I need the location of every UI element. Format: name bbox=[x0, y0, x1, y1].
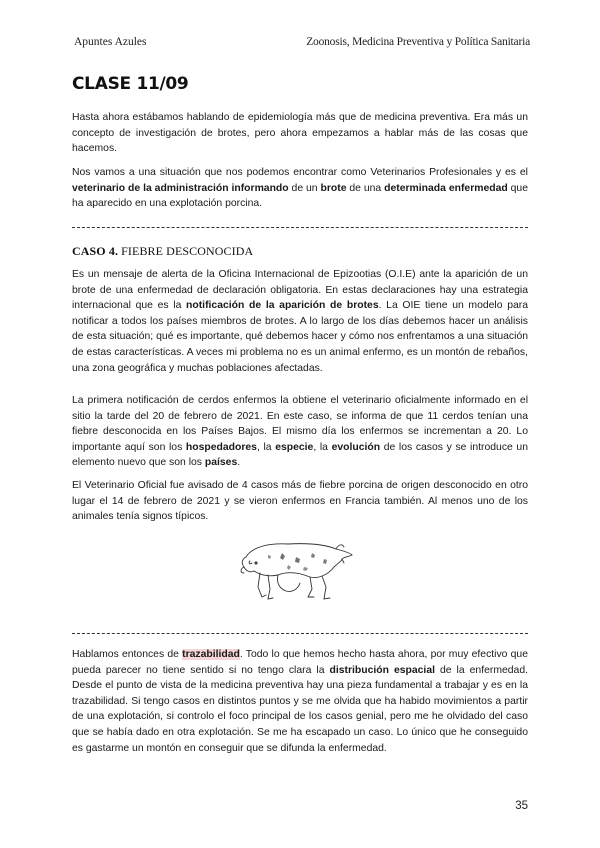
highlighted-term: trazabilidad bbox=[182, 649, 240, 660]
case-paragraph-2: La primera notificación de cerdos enfermos la obtiene el veterinario oficialmente informado en el sitio la tarde del 20 de febrero de 2021. En este caso, se informa de que 11 cerdos tenían una fiebre desconocida en los Países Bajos. El mismo día los enfermos se incrementan a 20. Lo importante aquí son los hospedadores, la especie, la evolución de los casos y se introduce un elemento nuevo que son los países. bbox=[72, 395, 528, 469]
case-paragraph-3: El Veterinario Oficial fue avisado de 4 casos más de fiebre porcina de origen desconocido en otro lugar el 14 de febrero de 2021 y se vieron enfermos en Francia también. Al menos uno de los animales tenía signos típicos. bbox=[72, 480, 528, 523]
traceability-paragraph: Hablamos entonces de trazabilidad. Todo lo que hemos hecho hasta ahora, por muy efectivo que pueda parecer no tiene sentido si no tengo clara la distribución espacial de la enfermedad. Desde el punto de vista de la medicina preventiva hay una pieza fundamental a trabajar y es en la trazabilidad. Si tengo casos en distintos puntos y se me olvida que ha habido movimientos a partir de una explotación, si controlo el foco principal de los casos genial, pero me he olvidado del caso que se había dado en otra explotación. Se me ha escapado un caso. Lo único que he conseguido es gastarme un montón en conseguir que se difunda la enfermedad. bbox=[72, 649, 528, 754]
header-left: Apuntes Azules bbox=[74, 36, 147, 48]
intro-paragraph-2: Nos vamos a una situación que nos podemos encontrar como Veterinarios Profesionales y es el veterinario de la administración informando de un brote de una determinada enfermedad que ha aparecido en una explotación porcina. bbox=[72, 167, 528, 210]
header-right: Zoonosis, Medicina Preventiva y Política Sanitaria bbox=[306, 36, 530, 48]
case-name: FIEBRE DESCONOCIDA bbox=[118, 244, 254, 258]
page-title: CLASE 11/09 bbox=[72, 74, 189, 94]
section-divider bbox=[72, 227, 528, 228]
page-header bbox=[74, 36, 530, 52]
page-number: 35 bbox=[515, 800, 528, 812]
section-divider-2 bbox=[72, 633, 528, 634]
case-heading bbox=[72, 244, 253, 259]
intro-paragraph-1: Hasta ahora estábamos hablando de epidemiología más que de medicina preventiva. Era más un concepto de investigación de brotes, pero ahora empezamos a hablar más de las cosas que hacemos. bbox=[72, 112, 528, 155]
case-label: CASO 4. bbox=[72, 244, 119, 258]
pig-illustration bbox=[238, 527, 356, 605]
case-paragraph-1: Es un mensaje de alerta de la Oficina Internacional de Epizootias (O.I.E) ante la aparición de un brote de una enfermedad de declaración obligatoria. En estas declaraciones hay una estrategia internacional que es la notificación de la aparición de brotes. La OIE tiene un modelo para notificar a todos los países miembros de brotes. A lo largo de los días debemos hacer un análisis de esta situación; qué es importante, qué debemos hacer y cómo nos enfrentamos a una situación de estas características. A veces mi problema no es un animal enfermo, es un montón de rebaños, una zona geográfica y muchas poblaciones afectadas. bbox=[72, 269, 528, 374]
